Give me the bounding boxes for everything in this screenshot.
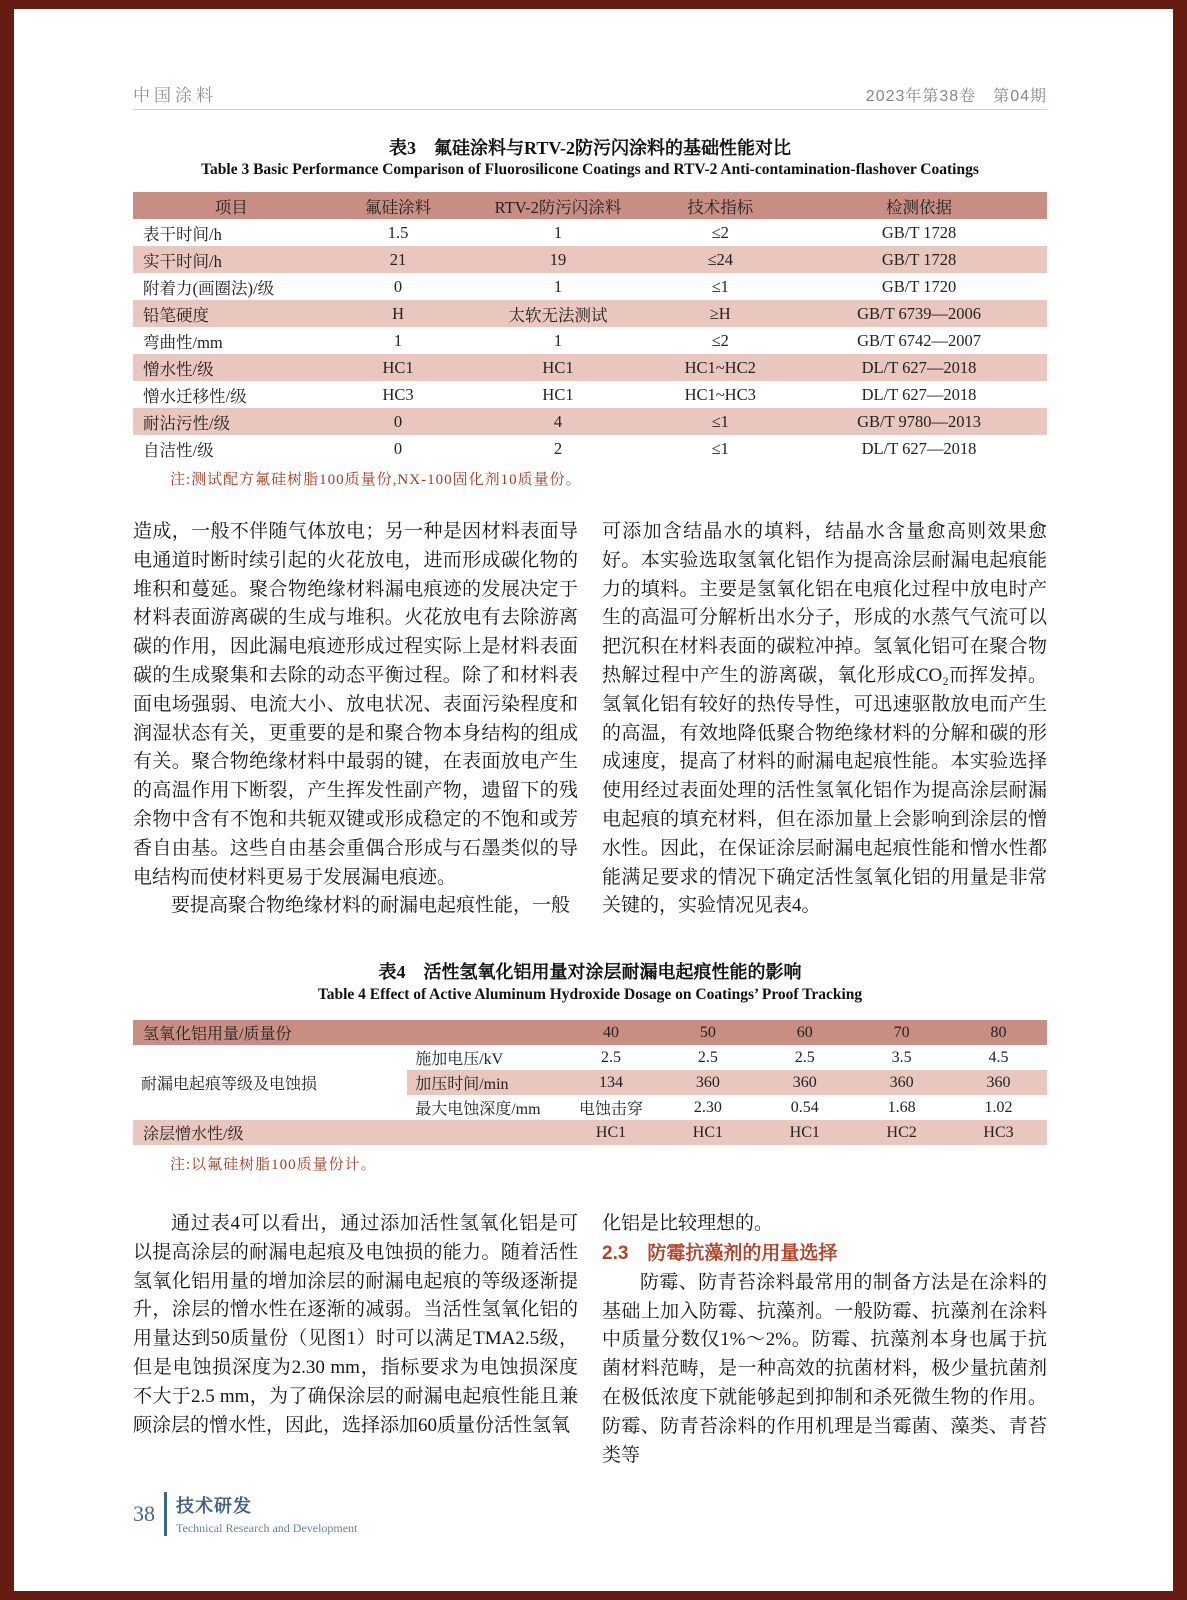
table4-cell: HC1 [692, 1123, 723, 1141]
paragraph: 造成，一般不伴随气体放电；另一种是因材料表面导电通道时断时续引起的火花放电，进而形成碳化物的堆积和蔓延。聚合物绝缘材料漏电痕迹的发展决定于材料表面游离碳的生成与堆积。火花放电有去除游离碳的作用，因此漏电痕迹形成过程实际上是材料表面碳的生成聚集和去除的动态平衡过程。除了和材料表面电场强弱、电流大小、放电状况、表面污染程度和润湿状态有关，更重要的是和聚合物本身结构的组成有关。聚合物绝缘材料中最弱的键，在表面放电产生的高温作用下断裂，产生挥发性副产物，遗留下的残余物中含有不饱和共轭双键或形成稳定的不饱和或芳香自由基。这些自由基会重偶合形成与石墨类似的导电结构而使材料更易于发展漏电痕迹。 [133, 521, 578, 888]
table3-row [133, 300, 1047, 327]
table3-cell: GB/T 1720 [881, 276, 957, 296]
table3-title-zh: 表3 氟硅涂料与RTV-2防污闪涂料的基础性能对比 [388, 138, 792, 158]
table4-cell: 2.5 [697, 1048, 718, 1066]
paragraph: 可添加含结晶水的填料，结晶水含量愈高则效果愈好。本实验选取氢氧化铝作为提高涂层耐漏电起痕能力的填料。主要是氢氧化铝在电痕化过程中放电时产生的高温可分解析出水分子，形成的水蒸气气流可以把沉积在材料表面的碳粒冲掉。氢氧化铝可在聚合物热解过程中产生的游离碳，氧化形成CO₂而挥发掉。氢氧化铝有较好的热传导性，可迅速驱散放电而产生的高温，有效地降低聚合物绝缘材料的分解和碳的形成速度，提高了材料的耐漏电起痕性能。本实验选择使用经过表面处理的活性氢氧化铝作为提高涂层耐漏电起痕的填充材料，但在添加量上会影响到涂层的憎水性。因此，在保证涂层耐漏电起痕性能和憎水性都能满足要求的情况下确定活性氢氧化铝的用量是非常关键的，实验情况见表4。 [602, 521, 1047, 917]
table3-cell: GB/T 6742—2007 [857, 330, 981, 350]
table3-cell: DL/T 627—2018 [861, 438, 977, 458]
table4-cell: 134 [563, 1070, 660, 1095]
table4-cell: 0.54 [790, 1098, 819, 1116]
table4-cell: HC2 [886, 1123, 917, 1141]
table4-note: 注:以氟硅树脂100质量份计。 [170, 1157, 377, 1173]
table3-cell: 1.5 [387, 222, 409, 242]
footer-divider [164, 1492, 167, 1536]
table3-cell: GB/T 6739—2006 [857, 303, 981, 323]
table3-row [133, 408, 1047, 435]
table4-footer-row [133, 1120, 1047, 1145]
table3-row [133, 327, 1047, 354]
table4-group-label: 耐漏电起痕等级及电蚀损 [133, 1045, 407, 1120]
table3-header-row [133, 192, 1047, 219]
table3-header-cell: 项目 [214, 197, 248, 217]
table4-footer-label: 涂层憎水性/级 [143, 1126, 244, 1143]
table4-header-cell: 80 [990, 1023, 1007, 1041]
table4-cell: 2.30 [693, 1098, 722, 1116]
table3-cell: HC3 [382, 384, 414, 404]
table4-cell: 施加电压/kV [415, 1051, 504, 1068]
table3-row [133, 354, 1047, 381]
table3-cell: 耐沾污性/级 [143, 413, 231, 433]
table3-row [133, 381, 1047, 408]
table3-cell: 0 [393, 411, 403, 431]
table3-cell: ≤1 [711, 411, 729, 431]
table3-cell: ≤24 [707, 249, 733, 269]
table4-cell: 2.5 [794, 1048, 815, 1066]
body-column-right [602, 518, 1047, 921]
table4-title-zh: 表4 活性氢氧化铝用量对涂层耐漏电起痕性能的影响 [378, 962, 802, 982]
body-column-left [133, 1210, 578, 1470]
body-column-left [133, 518, 578, 921]
table3-cell: 自洁性/级 [143, 440, 214, 460]
table3-cell: 附着力(画圈法)/级 [143, 278, 275, 298]
table3-cell: 憎水性/级 [143, 359, 214, 379]
table3-cell: 弯曲性/mm [143, 332, 223, 352]
table3-cell: DL/T 627—2018 [861, 357, 977, 377]
page-number: 38 [133, 1501, 155, 1526]
table4-cell: 360 [950, 1070, 1047, 1095]
table3-cell: 1 [553, 276, 563, 296]
table4-cell: 360 [659, 1070, 756, 1095]
table4-cell: 2.5 [601, 1048, 622, 1066]
table4-cell: 4.5 [988, 1048, 1009, 1066]
table3-cell: HC1~HC3 [684, 384, 756, 404]
paragraph: 化铝是比较理想的。 [602, 1213, 774, 1234]
table4-header-label: 氢氧化铝用量/质量份 [143, 1026, 292, 1043]
body-bottom [133, 1210, 1047, 1470]
table3-cell: 0 [393, 276, 403, 296]
section-heading: 2.3 防霉抗藻剂的用量选择 [602, 1242, 838, 1264]
table3-cell: GB/T 9780—2013 [857, 411, 981, 431]
issue-info: 2023年第38卷 第04期 [865, 88, 1047, 105]
paragraph: 要提高聚合物绝缘材料的耐漏电起痕性能，一般 [171, 895, 571, 917]
table3-cell: 太软无法测试 [508, 305, 608, 325]
table4-title-en: Table 4 Effect of Active Aluminum Hydroxide Dosage on Coatings’ Proof Tracking [317, 986, 863, 1003]
page-header [133, 78, 1047, 110]
table3-cell: 19 [549, 249, 567, 269]
table3-row [133, 246, 1047, 273]
table4-header-cell: 40 [603, 1023, 620, 1041]
table4-cell: 360 [853, 1070, 950, 1095]
table4-cell: 1.02 [984, 1098, 1013, 1116]
table3-cell: GB/T 1728 [881, 222, 957, 242]
table4-cell: HC1 [789, 1123, 820, 1141]
table4-cell: 最大电蚀深度/mm [415, 1101, 541, 1118]
table3-header-cell: 检测依据 [886, 197, 953, 217]
table3 [133, 192, 1047, 462]
table3-cell: 憎水迁移性/级 [143, 386, 247, 406]
table3-cell: 2 [553, 438, 563, 458]
table3-cell: DL/T 627—2018 [861, 384, 977, 404]
table3-note: 注:测试配方氟硅树脂100质量份,NX-100固化剂10质量份。 [170, 472, 582, 488]
table3-cell: HC1 [382, 357, 414, 377]
table3-cell: 21 [389, 249, 407, 269]
table4-header-cell: 60 [796, 1023, 813, 1041]
table3-cell: 铅笔硬度 [143, 305, 209, 325]
table3-cell: GB/T 1728 [881, 249, 957, 269]
table3-cell: HC1 [542, 384, 574, 404]
table3-header-cell: RTV-2防污闪涂料 [494, 197, 622, 217]
footer-section-zh: 技术研发 [176, 1496, 252, 1516]
table3-cell: 0 [393, 438, 403, 458]
paragraph: 通过表4可以看出，通过添加活性氢氧化铝是可以提高涂层的耐漏电起痕及电蚀损的能力。随着活性氢氧化铝用量的增加涂层的耐漏电起痕的等级逐渐提升，涂层的憎水性在逐渐的减弱。当活性氢氧化铝的用量达到50质量份（见图1）时可以满足TMA2.5级，但是电蚀损深度为2.30 mm，指标要求为电蚀损深度不大于2.5 mm，为了确保涂层的耐漏电起痕性能且兼顾涂层的憎水性，因此，选择添加60质量份活性氢氧 [133, 1213, 578, 1436]
table3-cell: HC1~HC2 [684, 357, 756, 377]
table4-header-cell: 70 [893, 1023, 910, 1041]
journal-name: 中国涂料 [133, 86, 217, 105]
table4-row [133, 1045, 1047, 1070]
table3-header-cell: 氟硅涂料 [365, 197, 432, 217]
table3-row [133, 219, 1047, 246]
table4-cell: 加压时间/min [407, 1070, 562, 1095]
table3-cell: 实干时间/h [143, 251, 222, 271]
table4-cell: HC1 [595, 1123, 627, 1141]
table3-row [133, 273, 1047, 300]
table3-cell: ≤1 [711, 438, 729, 458]
table3-row [133, 435, 1047, 462]
table3-cell: 1 [553, 330, 563, 350]
table4-cell: 1.68 [887, 1098, 916, 1116]
body-top [133, 518, 1047, 921]
footer-section [176, 1492, 357, 1536]
table4-cell: HC3 [983, 1123, 1014, 1141]
table3-cell: ≥H [709, 303, 731, 323]
table3-cell: ≤1 [711, 276, 729, 296]
body-column-right [602, 1210, 1047, 1470]
paragraph: 防霉、防青苔涂料最常用的制备方法是在涂料的基础上加入防霉、抗藻剂。一般防霉、抗藻剂在涂料中质量分数仅1%～2%。防霉、抗藻剂本身也属于抗菌材料范畴，是一种高效的抗菌材料，极少量抗菌剂在极低浓度下就能够起到抑制和杀死微生物的作用。防霉、防青苔涂料的作用机理是当霉菌、藻类、青苔类等 [602, 1271, 1047, 1466]
footer-section-en: Technical Research and Development [176, 1521, 358, 1535]
table3-header-cell: 技术指标 [687, 197, 754, 217]
table4-cell: 电蚀击穿 [579, 1101, 644, 1118]
table3-cell: 4 [553, 411, 563, 431]
table3-cell: 表干时间/h [143, 224, 222, 244]
table4-cell: 360 [756, 1070, 853, 1095]
page-footer [133, 1492, 357, 1536]
table3-title-en: Table 3 Basic Performance Comparison of Fluorosilicone Coatings and RTV-2 Anti-contamination-flashover Coatings [201, 161, 979, 178]
table4-header-row [133, 1020, 1047, 1045]
table3-cell: HC1 [542, 357, 574, 377]
table3-cell: ≤2 [711, 222, 729, 242]
table3-cell: H [392, 303, 404, 323]
table3-cell: 1 [393, 330, 403, 350]
table4 [133, 1020, 1047, 1145]
table4-header-cell: 50 [699, 1023, 716, 1041]
table3-cell: 1 [553, 222, 563, 242]
table4-cell: 3.5 [891, 1048, 912, 1066]
table3-cell: ≤2 [711, 330, 729, 350]
